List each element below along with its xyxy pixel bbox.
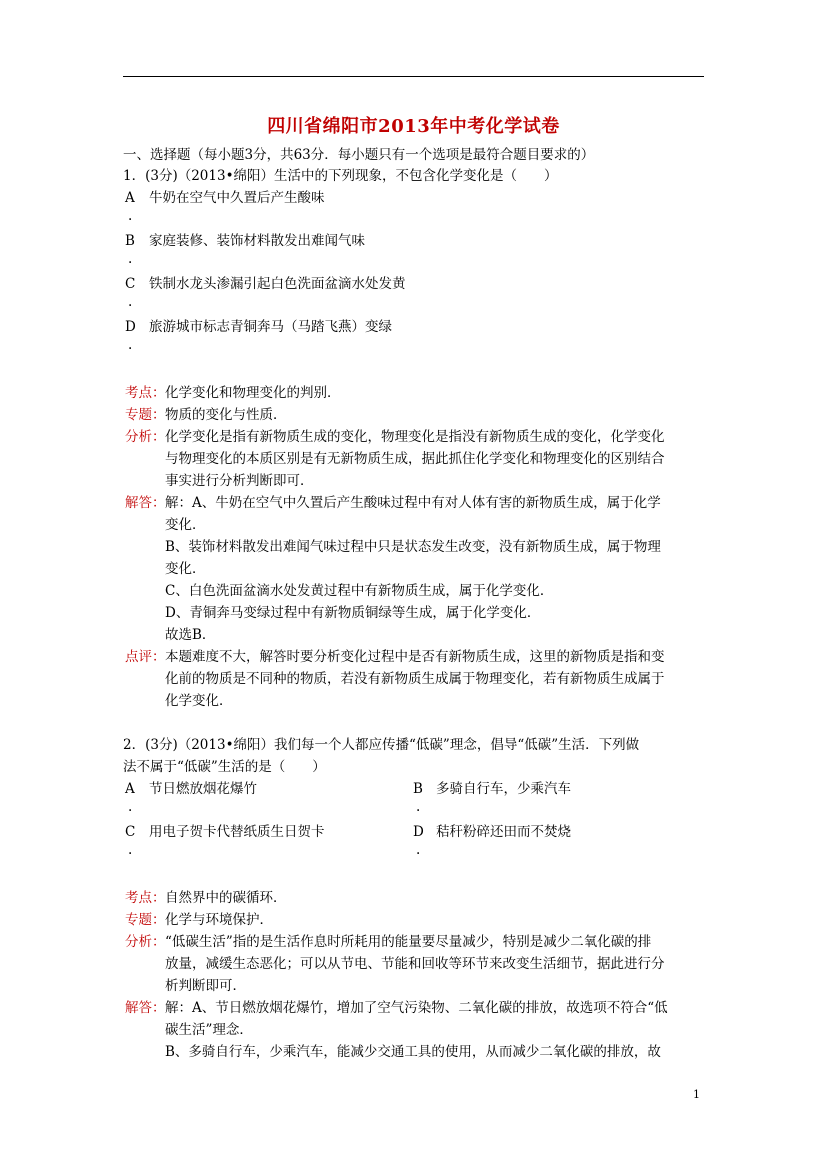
option-dot: . — [128, 251, 133, 267]
q2-fenxi-label: 分析： — [125, 934, 166, 950]
q1-fenxi-label: 分析： — [125, 429, 166, 445]
q1-dianping-label: 点评： — [125, 649, 166, 665]
q2-fenxi-line: 放量，减缓生态恶化；可以从节电、节能和回收等环节来改变生活细节，据此进行分 — [165, 956, 665, 972]
q1-option-d-text: 旅游城市标志青铜奔马（马踏飞燕）变绿 — [149, 319, 392, 335]
q2-option-a-letter: A — [125, 781, 135, 797]
q2-zhuanti: 化学与环境保护． — [165, 912, 273, 928]
q2-option-d-letter: D — [413, 824, 424, 840]
option-dot: . — [128, 799, 133, 815]
q1-option-a-text: 牛奶在空气中久置后产生酸味 — [149, 190, 325, 206]
q2-option-d-text: 秸秆粉碎还田而不焚烧 — [436, 824, 571, 840]
q1-option-b-letter: B — [125, 233, 135, 249]
q1-option-b-text: 家庭装修、装饰材料散发出难闻气味 — [149, 233, 365, 249]
q1-jieda-line: B、装饰材料散发出难闻气味过程中只是状态发生改变，没有新物质生成，属于物理 — [165, 539, 661, 555]
q1-kaodian-label: 考点： — [125, 385, 166, 401]
option-dot: . — [128, 208, 133, 224]
q2-zhuanti-label: 专题： — [125, 912, 166, 928]
q1-option-c-letter: C — [125, 276, 136, 292]
option-dot: . — [128, 294, 133, 310]
q2-kaodian-label: 考点： — [125, 890, 166, 906]
q2-jieda-line: 碳生活”理念． — [165, 1022, 253, 1038]
q1-fenxi-line: 与物理变化的本质区别是有无新物质生成，据此抓住化学变化和物理变化的区别结合 — [165, 451, 665, 467]
page-number: 1 — [693, 1088, 700, 1101]
q2-stem-line: 2．(3分)（2013•绵阳）我们每一个人都应传播“低碳”理念，倡导“低碳”生活．下列做 — [123, 737, 640, 753]
q1-jieda-line: 变化． — [165, 517, 206, 533]
q1-option-a-letter: A — [125, 190, 135, 206]
q2-option-c-text: 用电子贺卡代替纸质生日贺卡 — [149, 824, 325, 840]
option-dot: . — [128, 337, 133, 353]
q2-fenxi-line: “低碳生活”指的是生活作息时所耗用的能量要尽量减少，特别是减少二氧化碳的排 — [165, 934, 652, 950]
q1-dianping-line: 化前的物质是不同种的物质，若没有新物质生成属于物理变化，若有新物质生成属于 — [165, 671, 665, 687]
q1-dianping-line: 化学变化． — [165, 693, 233, 709]
q1-jieda-line: C、白色洗面盆滴水处发黄过程中有新物质生成，属于化学变化． — [165, 583, 554, 599]
section-heading: 一、选择题（每小题3分，共63分．每小题只有一个选项是最符合题目要求的） — [123, 147, 595, 163]
page-title: 四川省绵阳市2013年中考化学试卷 — [267, 116, 560, 137]
q1-jieda-label: 解答： — [125, 495, 166, 511]
q1-fenxi-line: 化学变化是指有新物质生成的变化，物理变化是指没有新物质生成的变化，化学变化 — [165, 429, 665, 445]
q1-fenxi-line: 事实进行分析判断即可． — [165, 473, 314, 489]
q2-fenxi-line: 析判断即可． — [165, 978, 246, 994]
q1-kaodian: 化学变化和物理变化的判别． — [165, 385, 341, 401]
q2-option-b-text: 多骑自行车，少乘汽车 — [436, 781, 571, 797]
q1-jieda-line: 变化． — [165, 561, 206, 577]
q1-dianping-line: 本题难度不大，解答时要分析变化过程中是否有新物质生成，这里的新物质是指和变 — [165, 649, 665, 665]
option-dot: . — [416, 842, 421, 858]
q1-zhuanti-label: 专题： — [125, 407, 166, 423]
q1-option-c-text: 铁制水龙头渗漏引起白色洗面盆滴水处发黄 — [149, 276, 406, 292]
q2-jieda-line: B、多骑自行车，少乘汽车，能减少交通工具的使用，从而减少二氧化碳的排放，故 — [165, 1044, 661, 1060]
q2-option-b-letter: B — [413, 781, 423, 797]
option-dot: . — [128, 842, 133, 858]
q1-jieda-line: 故选B． — [165, 627, 216, 643]
q2-kaodian: 自然界中的碳循环． — [165, 890, 287, 906]
q2-option-c-letter: C — [125, 824, 136, 840]
q2-option-a-text: 节日燃放烟花爆竹 — [149, 781, 257, 797]
q1-jieda-line: D、青铜奔马变绿过程中有新物质铜绿等生成，属于化学变化． — [165, 605, 541, 621]
q2-stem-line: 法不属于“低碳”生活的是（ ） — [123, 759, 326, 775]
q1-stem: 1．(3分)（2013•绵阳）生活中的下列现象，不包含化学变化是（ ） — [123, 168, 558, 184]
q1-option-d-letter: D — [125, 319, 136, 335]
option-dot: . — [416, 799, 421, 815]
q1-zhuanti: 物质的变化与性质． — [165, 407, 287, 423]
q1-jieda-line: 解：A、牛奶在空气中久置后产生酸味过程中有对人体有害的新物质生成，属于化学 — [165, 495, 661, 511]
q2-jieda-line: 解：A、节日燃放烟花爆竹，增加了空气污染物、二氧化碳的排放，故选项不符合“低 — [165, 1000, 668, 1016]
header-rule — [123, 76, 704, 77]
q2-jieda-label: 解答： — [125, 1000, 166, 1016]
